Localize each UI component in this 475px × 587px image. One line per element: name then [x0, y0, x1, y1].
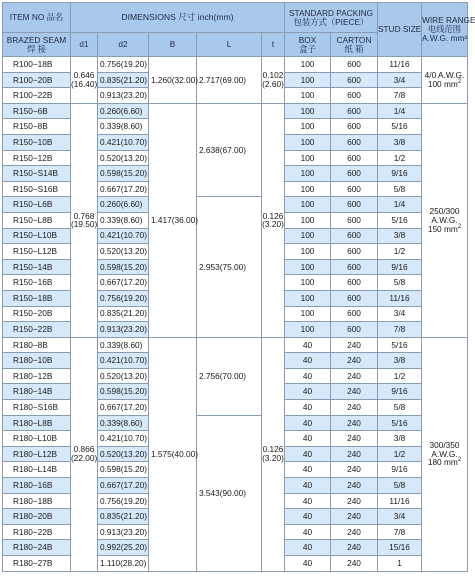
d1-mm: (22.00): [71, 453, 98, 464]
carton-cell: 600: [331, 181, 378, 197]
box-cell: 100: [285, 119, 331, 135]
wire-range-mm-value: 100 mm: [427, 78, 458, 89]
d2-cell: 1.110(28.20): [98, 556, 149, 572]
box-cell: 40: [285, 337, 331, 353]
stud-size-cell: 5/16: [378, 119, 422, 135]
carton-cell: 240: [331, 431, 378, 447]
brazed-seam-header-line1: BRAZED SEAM: [6, 34, 67, 45]
stud-size-cell: 1/4: [378, 103, 422, 119]
box-cell: 100: [285, 306, 331, 322]
box-cell: 40: [285, 509, 331, 525]
t-cell: [262, 337, 285, 571]
wire-range-cell: [422, 337, 468, 571]
wire-range-mm-value: 180 mm: [427, 457, 458, 468]
stud-size-cell: 3/8: [378, 353, 422, 369]
carton-cell: 600: [331, 134, 378, 150]
carton-cell: 600: [331, 57, 378, 73]
d2-cell: 0.667(17.20): [98, 478, 149, 494]
carton-cell: 240: [331, 462, 378, 478]
d1-cell: [71, 57, 98, 104]
stud-size-cell: 11/16: [378, 57, 422, 73]
d2-cell: 0.339(8.60): [98, 212, 149, 228]
d2-cell: 0.520(13.20): [98, 244, 149, 260]
t-cell: [262, 57, 285, 104]
d2-cell: 0.913(23.20): [98, 322, 149, 338]
d2-cell: 0.835(21.20): [98, 509, 149, 525]
d2-cell: 0.913(23.20): [98, 88, 149, 104]
wire-range-mm: [422, 458, 467, 467]
box-cell: 100: [285, 181, 331, 197]
d2-cell: 0.520(13.20): [98, 368, 149, 384]
d1-inch: 0.866: [73, 444, 95, 455]
carton-cell: 240: [331, 493, 378, 509]
box-cell: 100: [285, 88, 331, 104]
carton-cell: 240: [331, 478, 378, 494]
stud-size-cell: 9/16: [378, 462, 422, 478]
d2-cell: 0.835(21.20): [98, 72, 149, 88]
d2-cell: 0.421(10.70): [98, 431, 149, 447]
item-no-cell: R150−14B: [3, 259, 71, 275]
carton-cell: 600: [331, 88, 378, 104]
item-no-cell: R180−24B: [3, 540, 71, 556]
stud-size-cell: 1/2: [378, 446, 422, 462]
d2-cell: 0.598(15.20): [98, 462, 149, 478]
d2-cell: 0.992(25.20): [98, 540, 149, 556]
packing-header: [285, 3, 378, 33]
box-cell: 100: [285, 103, 331, 119]
wire-range-awg: 250/300 A.W.G.: [429, 206, 460, 225]
d1-mm: (16.40): [71, 78, 98, 89]
stud-size-cell: 5/8: [378, 478, 422, 494]
box-cell: 40: [285, 368, 331, 384]
wire-range-cell: [422, 57, 468, 104]
box-cell: 40: [285, 400, 331, 416]
wire-range-header: [422, 3, 475, 57]
squared-superscript: 2: [457, 79, 462, 86]
stud-size-cell: 3/4: [378, 306, 422, 322]
stud-size-cell: 9/16: [378, 259, 422, 275]
stud-size-cell: 5/8: [378, 181, 422, 197]
t-mm: (2.60): [262, 78, 284, 89]
d2-cell: 0.598(15.20): [98, 166, 149, 182]
carton-cell: 600: [331, 166, 378, 182]
carton-header-line1: CARTON: [336, 34, 372, 45]
d2-cell: 0.913(23.20): [98, 524, 149, 540]
l-cell: 2.953(75.00): [197, 197, 262, 337]
t-inch: 0.126: [262, 210, 284, 221]
carton-cell: 600: [331, 275, 378, 291]
d2-cell: 0.667(17.20): [98, 181, 149, 197]
d2-header: d2: [98, 33, 149, 57]
brazed-seam-header-line2: 焊 接: [27, 43, 46, 54]
item-no-cell: R150−6B: [3, 103, 71, 119]
spec-table-body: [3, 57, 468, 572]
box-cell: 40: [285, 446, 331, 462]
d2-cell: 0.421(10.70): [98, 228, 149, 244]
stud-size-cell: 3/8: [378, 134, 422, 150]
stud-size-cell: 11/16: [378, 290, 422, 306]
box-cell: 100: [285, 72, 331, 88]
stud-size-cell: 7/8: [378, 524, 422, 540]
stud-size-cell: 3/8: [378, 431, 422, 447]
item-no-cell: R100−22B: [3, 88, 71, 104]
packing-header-line2: 包装方式（PIECE）: [293, 16, 369, 27]
box-header-line1: BOX: [298, 34, 317, 45]
item-no-cell: R180−16B: [3, 478, 71, 494]
l-cell: 2.638(67.00): [197, 103, 262, 197]
item-no-cell: R180−20B: [3, 509, 71, 525]
box-cell: 40: [285, 384, 331, 400]
stud-size-cell: 5/8: [378, 400, 422, 416]
d2-cell: 0.421(10.70): [98, 353, 149, 369]
stud-size-cell: 11/16: [378, 493, 422, 509]
item-no-cell: R150−L6B: [3, 197, 71, 213]
box-cell: 100: [285, 150, 331, 166]
carton-cell: 600: [331, 72, 378, 88]
item-no-cell: R150−L12B: [3, 244, 71, 260]
wire-range-cell: [422, 103, 468, 337]
stud-size-cell: 9/16: [378, 166, 422, 182]
d2-cell: 0.260(6.60): [98, 197, 149, 213]
box-cell: 40: [285, 431, 331, 447]
box-cell: 100: [285, 197, 331, 213]
d2-cell: 0.756(19.20): [98, 57, 149, 73]
d1-header: d1: [71, 33, 98, 57]
item-no-cell: R150−12B: [3, 150, 71, 166]
box-cell: 40: [285, 524, 331, 540]
item-no-cell: R180−S16B: [3, 400, 71, 416]
squared-superscript: 2: [457, 223, 462, 230]
carton-cell: 600: [331, 103, 378, 119]
box-cell: 40: [285, 540, 331, 556]
item-no-cell: R100−18B: [3, 57, 71, 73]
box-cell: 100: [285, 134, 331, 150]
carton-cell: 240: [331, 540, 378, 556]
spec-table: [2, 2, 475, 572]
carton-cell: 240: [331, 353, 378, 369]
header-row-1: [3, 3, 468, 33]
carton-cell: 600: [331, 259, 378, 275]
d2-cell: 0.667(17.20): [98, 275, 149, 291]
box-cell: 40: [285, 353, 331, 369]
carton-cell: 240: [331, 556, 378, 572]
item-no-cell: R100−20B: [3, 72, 71, 88]
box-cell: 100: [285, 275, 331, 291]
item-no-cell: R150−L10B: [3, 228, 71, 244]
wire-range-header-line1: WIRE RANGE: [422, 15, 475, 26]
stud-size-cell: 9/16: [378, 384, 422, 400]
stud-size-cell: 1/4: [378, 197, 422, 213]
d1-inch: 0.768: [73, 210, 95, 221]
squared-superscript: 2: [457, 457, 462, 464]
t-header: t: [262, 33, 285, 57]
d2-cell: 0.339(8.60): [98, 119, 149, 135]
item-no-cell: R180−18B: [3, 493, 71, 509]
item-no-cell: R150−18B: [3, 290, 71, 306]
stud-size-cell: 1/2: [378, 368, 422, 384]
stud-size-cell: 15/16: [378, 540, 422, 556]
item-no-cell: R180−27B: [3, 556, 71, 572]
brazed-seam-header: [3, 33, 71, 57]
wire-range-header-line3: A.W.G. mm²: [422, 32, 468, 43]
box-header-line2: 盒子: [299, 43, 316, 54]
stud-size-cell: 5/16: [378, 337, 422, 353]
d2-cell: 0.520(13.20): [98, 446, 149, 462]
l-cell: 2.717(69.00): [197, 57, 262, 104]
box-cell: 40: [285, 493, 331, 509]
item-no-cell: R150−S14B: [3, 166, 71, 182]
item-no-header: ITEM NO 品名: [3, 3, 71, 33]
wire-range-mm: [422, 80, 467, 89]
d2-cell: 0.421(10.70): [98, 134, 149, 150]
box-cell: 40: [285, 478, 331, 494]
item-no-cell: R180−14B: [3, 384, 71, 400]
wire-range-awg: 4/0 A.W.G.: [424, 70, 465, 81]
box-cell: 100: [285, 259, 331, 275]
stud-size-cell: 7/8: [378, 322, 422, 338]
item-no-cell: R180−10B: [3, 353, 71, 369]
carton-cell: 600: [331, 119, 378, 135]
wire-range-mm-value: 150 mm: [427, 223, 458, 234]
d1-cell: [71, 103, 98, 337]
box-cell: 100: [285, 244, 331, 260]
item-no-cell: R180−8B: [3, 337, 71, 353]
carton-header-line2: 纸 箱: [344, 43, 364, 54]
item-no-cell: R180−L14B: [3, 462, 71, 478]
d2-cell: 0.339(8.60): [98, 337, 149, 353]
carton-cell: 240: [331, 368, 378, 384]
carton-cell: 600: [331, 322, 378, 338]
carton-cell: 600: [331, 197, 378, 213]
d2-cell: 0.756(19.20): [98, 290, 149, 306]
carton-cell: 600: [331, 228, 378, 244]
stud-size-cell: 1: [378, 556, 422, 572]
box-cell: 40: [285, 462, 331, 478]
table-row: [3, 57, 468, 73]
b-cell: 1.260(32.00): [149, 57, 197, 104]
d1-mm: (19.50): [71, 219, 98, 230]
d1-inch: 0.646: [73, 70, 95, 81]
carton-cell: 240: [331, 384, 378, 400]
d2-cell: 0.520(13.20): [98, 150, 149, 166]
stud-size-cell: 3/4: [378, 509, 422, 525]
carton-cell: 600: [331, 290, 378, 306]
item-no-cell: R150−22B: [3, 322, 71, 338]
carton-cell: 240: [331, 415, 378, 431]
t-inch: 0.126: [262, 444, 284, 455]
b-cell: 1.417(36.00): [149, 103, 197, 337]
b-header: B: [149, 33, 197, 57]
stud-size-cell: 1/2: [378, 244, 422, 260]
item-no-cell: R150−L8B: [3, 212, 71, 228]
l-cell: 3.543(90.00): [197, 415, 262, 571]
item-no-cell: R180−22B: [3, 524, 71, 540]
t-cell: [262, 103, 285, 337]
d2-cell: 0.598(15.20): [98, 259, 149, 275]
item-no-cell: R150−20B: [3, 306, 71, 322]
box-cell: 100: [285, 166, 331, 182]
box-cell: 100: [285, 228, 331, 244]
stud-size-cell: 5/16: [378, 415, 422, 431]
stud-size-cell: 5/16: [378, 212, 422, 228]
t-mm: (3.20): [262, 453, 284, 464]
item-no-cell: R180−12B: [3, 368, 71, 384]
box-cell: 40: [285, 556, 331, 572]
table-row: [3, 103, 468, 119]
wire-range-mm: [422, 225, 467, 234]
d2-cell: 0.835(21.20): [98, 306, 149, 322]
l-cell: 2.756(70.00): [197, 337, 262, 415]
t-inch: 0.102: [262, 70, 284, 81]
d1-cell: [71, 337, 98, 571]
carton-cell: 240: [331, 446, 378, 462]
carton-cell: 240: [331, 509, 378, 525]
item-no-cell: R150−16B: [3, 275, 71, 291]
stud-size-cell: 1/2: [378, 150, 422, 166]
b-cell: 1.575(40.00): [149, 337, 197, 571]
carton-cell: 600: [331, 212, 378, 228]
stud-size-cell: 5/8: [378, 275, 422, 291]
carton-cell: 240: [331, 524, 378, 540]
wire-range-awg: 300/350 A.W.G.: [429, 440, 460, 459]
wire-range-header-line2: 电线范围: [427, 24, 462, 35]
box-cell: 100: [285, 57, 331, 73]
stud-size-cell: 3/8: [378, 228, 422, 244]
carton-cell: 240: [331, 337, 378, 353]
d2-cell: 0.756(19.20): [98, 493, 149, 509]
carton-cell: 600: [331, 306, 378, 322]
stud-size-cell: 3/4: [378, 72, 422, 88]
packing-header-line1: STANDARD PACKING: [288, 7, 374, 18]
item-no-cell: R180−L12B: [3, 446, 71, 462]
stud-size-cell: 7/8: [378, 88, 422, 104]
table-row: [3, 337, 468, 353]
box-cell: 100: [285, 322, 331, 338]
box-cell: 100: [285, 290, 331, 306]
box-header: [285, 33, 331, 57]
stud-size-header: STUD SIZE: [378, 3, 422, 57]
carton-cell: 240: [331, 400, 378, 416]
d2-cell: 0.339(8.60): [98, 415, 149, 431]
item-no-cell: R180−L8B: [3, 415, 71, 431]
carton-cell: 600: [331, 244, 378, 260]
box-cell: 100: [285, 212, 331, 228]
item-no-cell: R180−L10B: [3, 431, 71, 447]
l-header: L: [197, 33, 262, 57]
t-mm: (3.20): [262, 219, 284, 230]
carton-header: [331, 33, 378, 57]
d2-cell: 0.598(15.20): [98, 384, 149, 400]
carton-cell: 600: [331, 150, 378, 166]
item-no-cell: R150−S16B: [3, 181, 71, 197]
box-cell: 40: [285, 415, 331, 431]
d2-cell: 0.260(6.60): [98, 103, 149, 119]
dimensions-header: DIMENSIONS 尺寸 inch(mm): [71, 3, 285, 33]
item-no-cell: R150−8B: [3, 119, 71, 135]
d2-cell: 0.667(17.20): [98, 400, 149, 416]
item-no-cell: R150−10B: [3, 134, 71, 150]
